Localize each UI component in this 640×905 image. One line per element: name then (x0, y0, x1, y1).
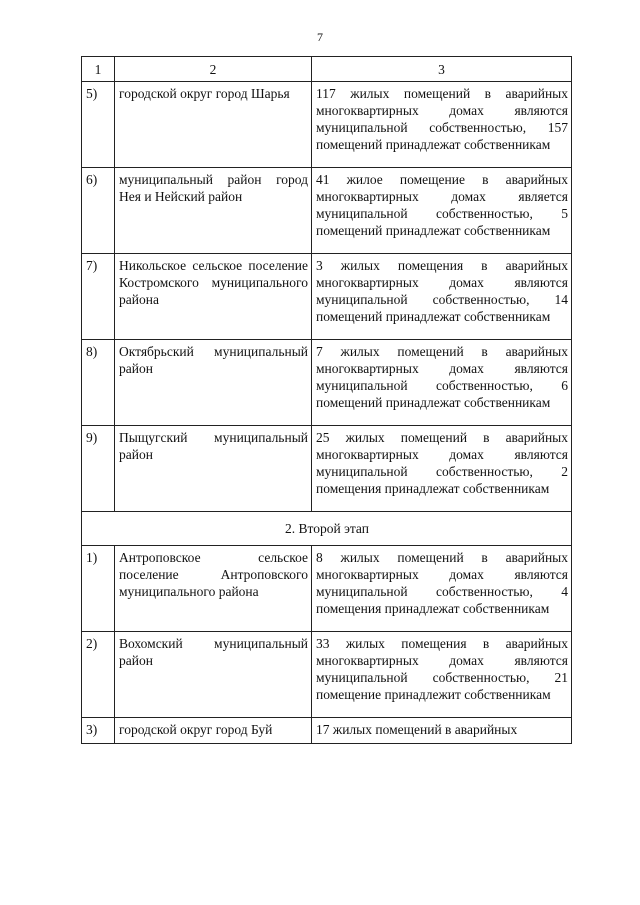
column-number-header: 2 (115, 57, 312, 82)
premises-description: 3 жилых помещения в аварийных многоквартирных домах являются муниципальной собственностью, 14 помещений принадлежат собственникам (312, 254, 572, 340)
table-row (82, 82, 572, 168)
table-row (82, 546, 572, 632)
premises-description: 17 жилых помещений в аварийных (312, 718, 572, 744)
column-number-header: 1 (82, 57, 115, 82)
premises-description: 41 жилое помещение в аварийных многоквартирных домах является муниципальной собственностью, 5 помещений принадлежат собственникам (312, 168, 572, 254)
premises-description: 25 жилых помещений в аварийных многоквартирных домах являются муниципальной собственностью, 2 помещения принадлежат собственникам (312, 426, 572, 512)
municipality-name: Октябрьский муниципальный район (115, 340, 312, 426)
row-number: 8) (82, 340, 115, 426)
table-row (82, 254, 572, 340)
row-number: 1) (82, 546, 115, 632)
row-number: 9) (82, 426, 115, 512)
table-row (82, 632, 572, 718)
column-number-header: 3 (312, 57, 572, 82)
premises-description: 8 жилых помещений в аварийных многоквартирных домах являются муниципальной собственностью, 4 помещения принадлежат собственникам (312, 546, 572, 632)
premises-description: 7 жилых помещений в аварийных многоквартирных домах являются муниципальной собственностью, 6 помещений принадлежат собственникам (312, 340, 572, 426)
municipality-name: городской округ город Шарья (115, 82, 312, 168)
municipality-name: Пыщугский муниципальный район (115, 426, 312, 512)
row-number: 5) (82, 82, 115, 168)
stage-header-row (82, 512, 572, 546)
row-number: 3) (82, 718, 115, 744)
row-number: 7) (82, 254, 115, 340)
municipality-name: муниципальный район город Нея и Нейский район (115, 168, 312, 254)
row-number: 6) (82, 168, 115, 254)
program-table (81, 56, 572, 744)
row-number: 2) (82, 632, 115, 718)
table-row (82, 168, 572, 254)
table-row (82, 340, 572, 426)
table-row (82, 718, 572, 744)
municipality-name: Вохомский муниципальный район (115, 632, 312, 718)
premises-description: 33 жилых помещения в аварийных многоквартирных домах являются муниципальной собственностью, 21 помещение принадлежит собственникам (312, 632, 572, 718)
municipality-name: Антроповское сельское поселение Антроповского муниципального района (115, 546, 312, 632)
premises-description: 117 жилых помещений в аварийных многоквартирных домах являются муниципальной собственностью, 157 помещений принадлежат собственникам (312, 82, 572, 168)
municipality-name: Никольское сельское поселение Костромского муниципального района (115, 254, 312, 340)
table-row (82, 426, 572, 512)
stage-title: 2. Второй этап (82, 512, 572, 546)
table-header-row (82, 57, 572, 82)
page-number: 7 (317, 30, 323, 44)
municipality-name: городской округ город Буй (115, 718, 312, 744)
